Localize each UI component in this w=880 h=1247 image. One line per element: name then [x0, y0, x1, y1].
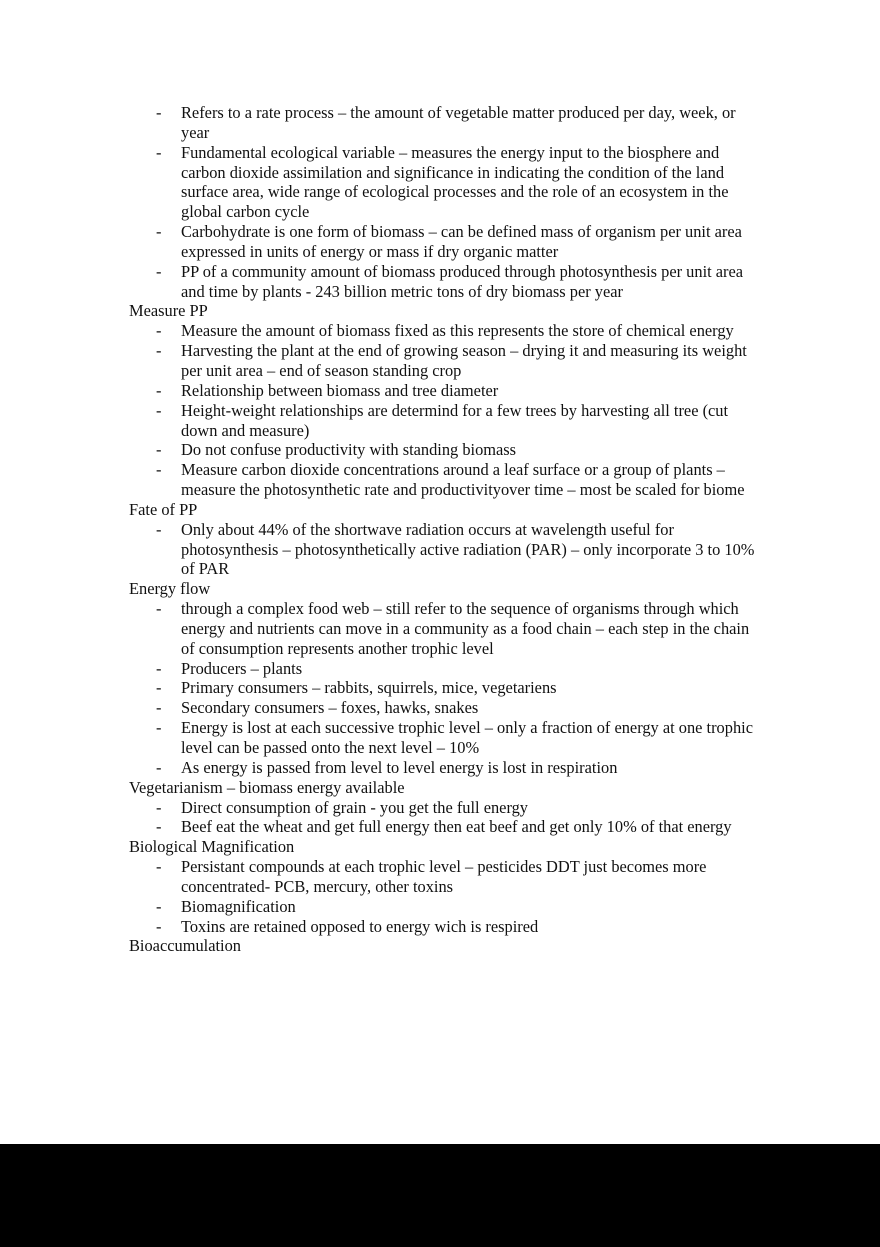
list-item: [129, 897, 759, 917]
bullet-text: Do not confuse productivity with standing biomass: [181, 440, 517, 460]
bullet-text: Carbohydrate is one form of biomass – can be defined mass of organism per unit area expressed in units of energy or mass if dry organic matter: [181, 222, 742, 261]
below-page-area: [0, 1144, 880, 1247]
section-heading-fate-of-pp: Fate of PP: [129, 499, 198, 519]
bullet-text: through a complex food web – still refer to the sequence of organisms through which energy and nutrients can move in a community as a food chain – each step in the chain of consumption represents another trophic level: [181, 599, 750, 658]
bullet-text: PP of a community amount of biomass produced through photosynthesis per unit area and time by plants - 243 billion metric tons of dry biomass per year: [181, 261, 744, 301]
bullet-dash: -: [156, 142, 162, 162]
bullet-text: Producers – plants: [181, 658, 303, 678]
bullet-text: Direct consumption of grain - you get the full energy: [181, 797, 528, 817]
list-item: [129, 143, 759, 222]
bullet-dash: -: [156, 698, 162, 718]
bullet-dash: -: [156, 519, 162, 539]
list-item: [129, 857, 759, 897]
bullet-text: Harvesting the plant at the end of growing season – drying it and measuring its weight per unit area – end of season standing crop: [181, 341, 747, 380]
bullet-text: Measure carbon dioxide concentrations around a leaf surface or a group of plants – measure the photosynthetic rate and productivityover time – most be scaled for biome: [181, 460, 745, 500]
bullet-list-vegetarianism: [129, 798, 759, 838]
list-item: [129, 520, 759, 580]
bullet-text: Persistant compounds at each trophic level – pesticides DDT just becomes more concentrated- PCB, mercury, other toxins: [181, 857, 707, 896]
list-item: [129, 599, 759, 659]
list-item: [129, 321, 759, 341]
bullet-dash: -: [156, 678, 162, 698]
bullet-dash: -: [156, 341, 162, 361]
section-heading-energy-flow: Energy flow: [129, 579, 211, 599]
document-body: [129, 103, 759, 956]
bullet-text: Height-weight relationships are determind for a few trees by harvesting all tree (cut down and measure): [181, 400, 729, 440]
list-item: [129, 718, 759, 758]
list-item: [129, 103, 759, 143]
bullet-dash: -: [156, 440, 162, 460]
bullet-text: Measure the amount of biomass fixed as this represents the store of chemical energy: [181, 321, 734, 341]
list-item: [129, 817, 759, 837]
list-item: [129, 381, 759, 401]
bullet-text: Energy is lost at each successive trophic level – only a fraction of energy at one trophic level can be passed onto the next level – 10%: [181, 718, 753, 757]
section-heading-vegetarianism: Vegetarianism – biomass energy available: [129, 777, 405, 797]
bullet-dash: -: [156, 817, 162, 837]
bullet-text: Biomagnification: [181, 896, 296, 916]
list-item: [129, 758, 759, 778]
section-heading-measure-pp: Measure PP: [129, 301, 208, 321]
bullet-text: Refers to a rate process – the amount of vegetable matter produced per day, week, or year: [181, 103, 736, 142]
list-item: [129, 698, 759, 718]
section-heading-biological-magnification: Biological Magnification: [129, 837, 295, 857]
bullet-dash: -: [156, 103, 162, 122]
list-item: [129, 917, 759, 937]
bullet-dash: -: [156, 321, 162, 341]
list-item: [129, 798, 759, 818]
bullet-list-energy-flow: [129, 599, 759, 778]
bullet-dash: -: [156, 718, 162, 738]
bullet-dash: -: [156, 797, 162, 817]
section-heading-bioaccumulation: Bioaccumulation: [129, 936, 241, 956]
bullet-list-biological-magnification: [129, 857, 759, 936]
list-item: [129, 440, 759, 460]
bullet-dash: -: [156, 222, 162, 242]
bullet-text: Primary consumers – rabbits, squirrels, mice, vegetariens: [181, 678, 557, 698]
bullet-dash: -: [156, 460, 162, 480]
list-item: [129, 341, 759, 381]
bullet-dash: -: [156, 599, 162, 619]
list-item: [129, 262, 759, 302]
bullet-dash: -: [156, 857, 162, 877]
bullet-list-measure-pp: [129, 321, 759, 500]
list-item: [129, 222, 759, 262]
list-item: [129, 678, 759, 698]
list-item: [129, 659, 759, 679]
bullet-dash: -: [156, 757, 162, 777]
bullet-text: Relationship between biomass and tree diameter: [181, 380, 499, 400]
list-item: [129, 401, 759, 441]
bullet-text: Beef eat the wheat and get full energy then eat beef and get only 10% of that energy: [181, 817, 732, 837]
list-item: [129, 460, 759, 500]
bullet-text: As energy is passed from level to level energy is lost in respiration: [181, 757, 618, 777]
bullet-text: Secondary consumers – foxes, hawks, snakes: [181, 698, 479, 718]
bullet-dash: -: [156, 400, 162, 420]
bullet-list-intro: [129, 103, 759, 301]
bullet-list-fate-of-pp: [129, 520, 759, 580]
bullet-dash: -: [156, 261, 162, 281]
bullet-text: Fundamental ecological variable – measures the energy input to the biosphere and carbon dioxide assimilation and significance in indicating the condition of the land surface area, wide range of ecological processes and the role of an ecosystem in the global carbon cycle: [181, 142, 729, 222]
bullet-dash: -: [156, 916, 162, 936]
bullet-dash: -: [156, 896, 162, 916]
bullet-text: Only about 44% of the shortwave radiation occurs at wavelength useful for photosynthesis – photosynthetically active radiation (PAR) – only incorporate 3 to 10% of PAR: [181, 519, 755, 579]
bullet-dash: -: [156, 658, 162, 678]
bullet-dash: -: [156, 380, 162, 400]
bullet-text: Toxins are retained opposed to energy wich is respired: [181, 916, 539, 936]
